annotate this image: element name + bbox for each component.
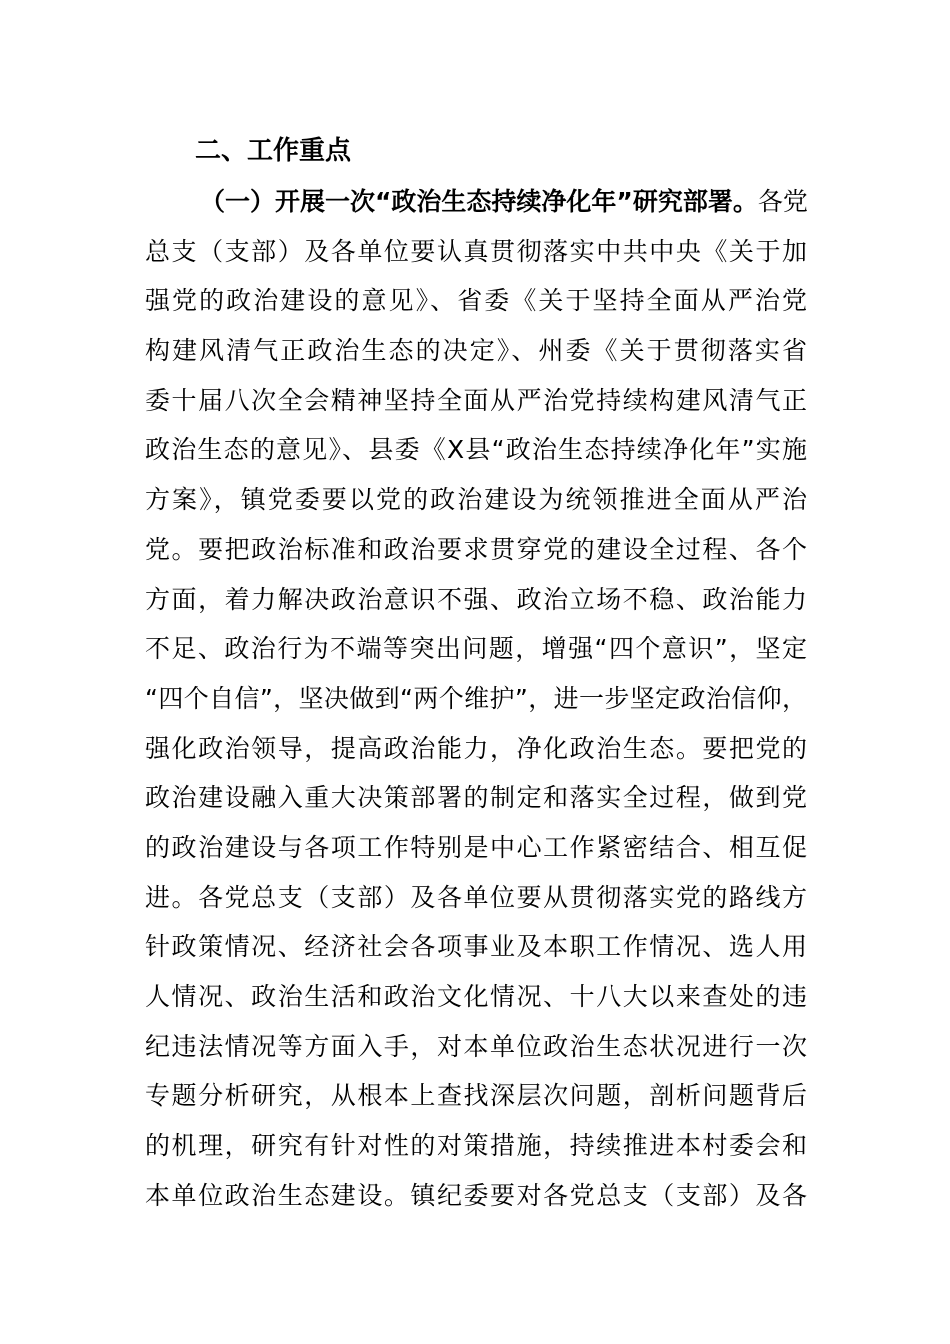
subsection-title: （一）开展一次“政治生态持续净化年”研究部署。	[200, 187, 758, 216]
body-paragraph	[145, 177, 807, 1220]
paragraph-line: 的机理，研究有针对性的对策措施，持续推进本村委会和	[145, 1131, 807, 1161]
paragraph-line: 进。各党总支（支部）及各单位要从贯彻落实党的路线方	[145, 882, 807, 912]
paragraph-line	[145, 177, 807, 227]
line-text: 各党	[757, 187, 808, 216]
paragraph-line: 纪违法情况等方面入手，对本单位政治生态状况进行一次	[145, 1031, 807, 1061]
paragraph-line: “四个自信”，坚决做到“两个维护”，进一步坚定政治信仰，	[145, 683, 807, 713]
paragraph-line: 强党的政治建设的意见》、省委《关于坚持全面从严治党	[145, 286, 807, 316]
paragraph-line: 专题分析研究，从根本上查找深层次问题，剖析问题背后	[145, 1081, 807, 1111]
paragraph-line: 强化政治领导，提高政治能力，净化政治生态。要把党的	[145, 733, 807, 763]
paragraph-line: 总支（支部）及各单位要认真贯彻落实中共中央《关于加	[145, 236, 807, 266]
paragraph-line: 人情况、政治生活和政治文化情况、十八大以来查处的违	[145, 982, 807, 1011]
paragraph-line: 构建风清气正政治生态的决定》、州委《关于贯彻落实省	[145, 336, 807, 366]
paragraph-line: 政治生态的意见》、县委《X县“政治生态持续净化年”实施	[145, 435, 807, 465]
section-heading: 二、工作重点	[195, 136, 352, 166]
paragraph-line: 党。要把政治标准和政治要求贯穿党的建设全过程、各个	[145, 534, 807, 564]
paragraph-line: 方案》，镇党委要以党的政治建设为统领推进全面从严治	[145, 485, 807, 515]
paragraph-line: 本单位政治生态建设。镇纪委要对各党总支（支部）及各	[145, 1180, 807, 1210]
paragraph-line: 政治建设融入重大决策部署的制定和落实全过程，做到党	[145, 783, 807, 813]
paragraph-line: 方面，着力解决政治意识不强、政治立场不稳、政治能力	[145, 584, 807, 614]
paragraph-line: 针政策情况、经济社会各项事业及本职工作情况、选人用	[145, 932, 807, 962]
paragraph-line: 不足、政治行为不端等突出问题，增强“四个意识”，坚定	[145, 634, 807, 664]
paragraph-line: 委十届八次全会精神坚持全面从严治党持续构建风清气正	[145, 385, 807, 415]
paragraph-line: 的政治建设与各项工作特别是中心工作紧密结合、相互促	[145, 832, 807, 862]
